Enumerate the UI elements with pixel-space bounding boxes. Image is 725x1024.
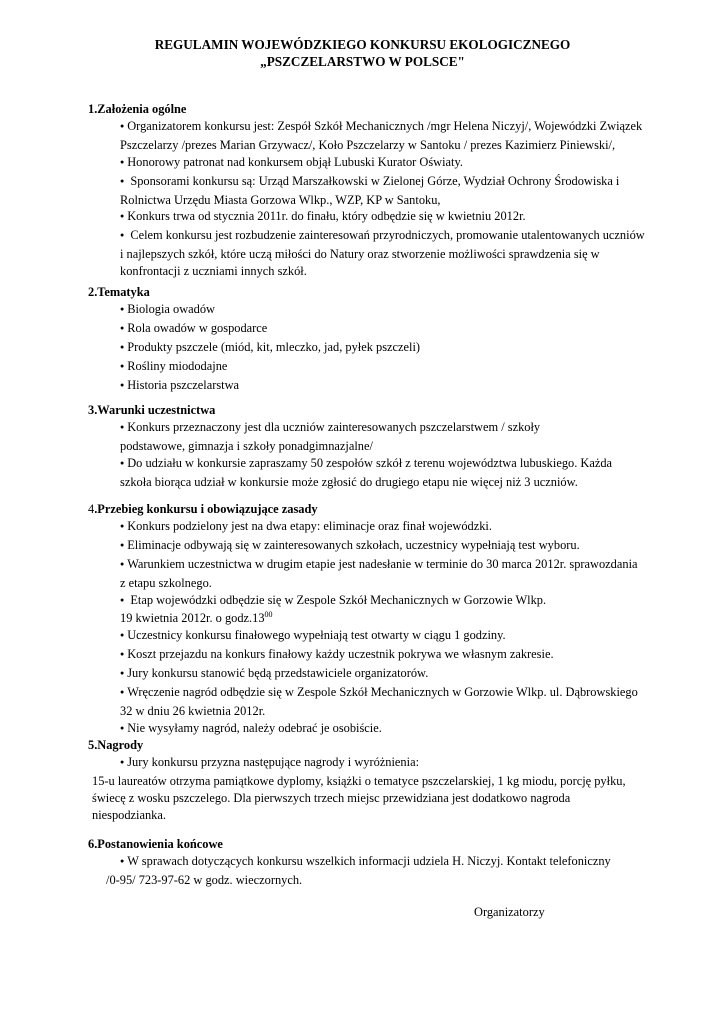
paragraph: ● Warunkiem uczestnictwa w drugim etapie jest nadesłanie w terminie do 30 marca 2012r. sprawozdania [88,556,648,575]
section-heading: 6.Postanowienia końcowe [88,837,223,851]
paragraph: /0-95/ 723-97-62 w godz. wieczornych. [106,872,303,887]
paragraph: ● Uczestnicy konkursu finałowego wypełniają test otwarty w ciągu 1 godziny. [88,627,648,646]
paragraph: ● Do udziału w konkursie zapraszamy 50 zespołów szkół z terenu województwa lubuskiego. Każda [88,455,648,474]
paragraph: ● Honorowy patronat nad konkursem objął Lubuski Kurator Oświaty. [88,154,648,173]
title-line-2: „PSZCZELARSTWO W POLSCE" [260,54,465,69]
paragraph: ● Celem konkursu jest rozbudzenie zainteresowań przyrodniczych, promowanie utalentowanych uczniów [88,227,648,246]
paragraph [88,610,648,627]
paragraph: ● Konkurs podzielony jest na dwa etapy: eliminacje oraz finał wojewódzki. [88,518,648,537]
paragraph: ● Organizatorem konkursu jest: Zespół Szkół Mechanicznych /mgr Helena Niczyj/, Wojewódzki Związek [88,118,648,137]
paragraph: z etapu szkolnego. [120,575,212,590]
list-item: ● Produkty pszczele (miód, kit, mleczko, jad, pyłek pszczeli) [88,339,648,358]
paragraph: i najlepszych szkół, które uczą miłości do Natury oraz stworzenie możliwości sprawdzenia się w [120,247,600,262]
date-time-text: 19 kwietnia 2012r. o godz.13 [120,611,265,626]
list-item: ● Biologia owadów [88,301,648,320]
paragraph: szkoła biorąca udział w konkursie może zgłosić do drugiego etapu nie więcej niż 3 uczniów. [120,474,578,489]
section-final-provisions [88,836,648,889]
paragraph: ● Sponsorami konkursu są: Urząd Marszałkowski w Zielonej Górze, Wydział Ochrony Środowiska i [88,173,648,192]
section-general [88,101,648,280]
section-topics [88,284,648,395]
section-heading: 3.Warunki uczestnictwa [88,403,216,417]
section-conditions [88,402,648,491]
paragraph: 15-u laureatów otrzyma pamiątkowe dyplomy, książki o tematyce pszczelarskiej, 1 kg miodu, porcję pyłku, [92,773,626,788]
section-heading: 5.Nagrody [88,738,144,752]
paragraph: ● Wręczenie nagród odbędzie się w Zespole Szkół Mechanicznych w Gorzowie Wlkp. ul. Dąbrowskiego [88,684,648,703]
section-number: 4 [88,502,95,516]
paragraph: Rolnictwa Urzędu Miasta Gorzowa Wlkp., WZP, KP w Santoku, [120,192,441,207]
paragraph: konfrontacji z uczniami innych szkół. [120,264,307,279]
title-line-1: REGULAMIN WOJEWÓDZKIEGO KONKURSU EKOLOGICZNEGO [154,37,571,52]
paragraph: ● Jury konkursu stanowić będą przedstawiciele organizatorów. [88,665,648,684]
paragraph: podstawowe, gimnazja i szkoły ponadgimnazjalne/ [120,438,373,453]
paragraph: Pszczelarzy /prezes Marian Grzywacz/, Koło Pszczelarzy w Santoku / prezes Kazimierz Piniewski/, [120,137,616,152]
paragraph: świecę z wosku pszczelego. Dla pierwszych trzech miejsc przewidziana jest dodatkowo nagroda [92,790,571,805]
section-heading: 2.Tematyka [88,285,150,299]
paragraph: niespodzianka. [92,807,166,822]
section-procedure [88,501,648,739]
list-item: ● Rola owadów w gospodarce [88,320,648,339]
paragraph: ● Eliminacje odbywają się w zainteresowanych szkołach, uczestnicy wypełniają test wyboru. [88,537,648,556]
list-item: ● Historia pszczelarstwa [88,377,648,396]
time-superscript: 00 [264,610,273,620]
section-heading: 1.Założenia ogólne [88,102,187,116]
paragraph: ● Konkurs trwa od stycznia 2011r. do finału, który odbędzie się w kwietniu 2012r. [88,208,648,227]
signature: Organizatorzy [474,905,545,919]
section-heading [88,501,648,518]
paragraph: ● Konkurs przeznaczony jest dla uczniów zainteresowanych pszczelarstwem / szkoły [88,419,648,438]
section-prizes [88,737,648,824]
paragraph: ● Koszt przejazdu na konkurs finałowy każdy uczestnik pokrywa we własnym zakresie. [88,646,648,665]
list-item: ● Rośliny miododajne [88,358,648,377]
paragraph: ● Nie wysyłamy nagród, należy odebrać je osobiście. [88,720,648,739]
section-heading-text: .Przebieg konkursu i obowiązujące zasady [94,502,318,516]
paragraph: ● W sprawach dotyczących konkursu wszelkich informacji udziela H. Niczyj. Kontakt telefoniczny [88,853,648,872]
paragraph: ● Jury konkursu przyzna następujące nagrody i wyróżnienia: [88,754,648,773]
paragraph: 32 w dniu 26 kwietnia 2012r. [120,703,266,718]
paragraph: ● Etap wojewódzki odbędzie się w Zespole Szkół Mechanicznych w Gorzowie Wlkp. [88,592,648,611]
